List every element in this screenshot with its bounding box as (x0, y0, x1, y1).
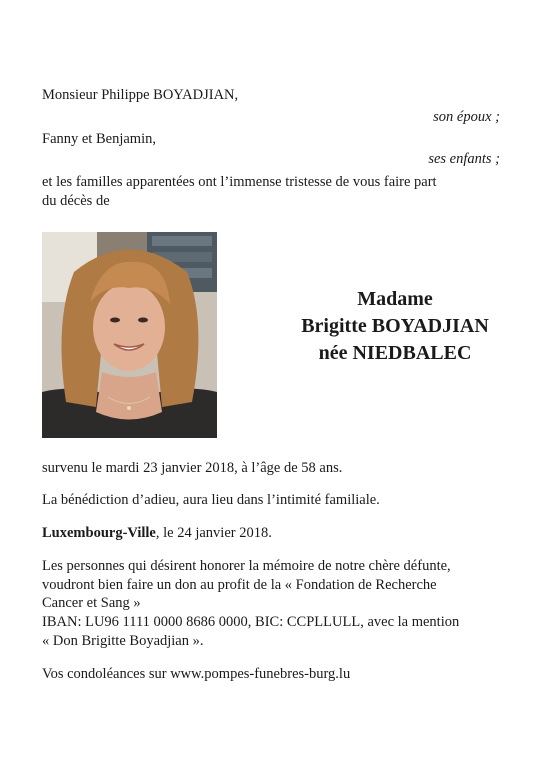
place-date: , le 24 janvier 2018. (155, 525, 272, 541)
husband-line: Monsieur Philippe BOYADJIAN, (42, 87, 239, 103)
children-role: ses enfants ; (428, 151, 500, 167)
donation-line-2: voudront bien faire un don au profit de la « Fondation de Recherche (42, 577, 437, 593)
donation-line-5: « Don Brigitte Boyadjian ». (42, 633, 204, 649)
families-line-1: et les familles apparentées ont l’immense tristesse de vous faire part (42, 174, 437, 190)
portrait-photo-drawing (42, 232, 217, 438)
death-notice: survenu le mardi 23 janvier 2018, à l’âge de 58 ans. (42, 460, 343, 476)
families-line-2: du décès de (42, 193, 110, 209)
place-date-line (42, 524, 272, 542)
children-line: Fanny et Benjamin, (42, 131, 156, 147)
donation-line-3: Cancer et Sang » (42, 595, 141, 611)
donation-line-4: IBAN: LU96 1111 0000 8686 0000, BIC: CCPLLULL, avec la mention (42, 614, 460, 630)
condolences-link-line: Vos condoléances sur www.pompes-funebres-burg.lu (42, 666, 351, 682)
portrait-photo (42, 232, 217, 438)
ceremony-notice: La bénédiction d’adieu, aura lieu dans l’intimité familiale. (42, 492, 380, 508)
deceased-title: Madame (357, 288, 433, 310)
donation-line-1: Les personnes qui désirent honorer la mémoire de notre chère défunte, (42, 558, 451, 574)
place-city: Luxembourg-Ville (42, 525, 156, 541)
deceased-maiden-name: née NIEDBALEC (318, 342, 472, 364)
husband-role: son époux ; (433, 109, 500, 125)
deceased-name: Brigitte BOYADJIAN (301, 315, 489, 337)
